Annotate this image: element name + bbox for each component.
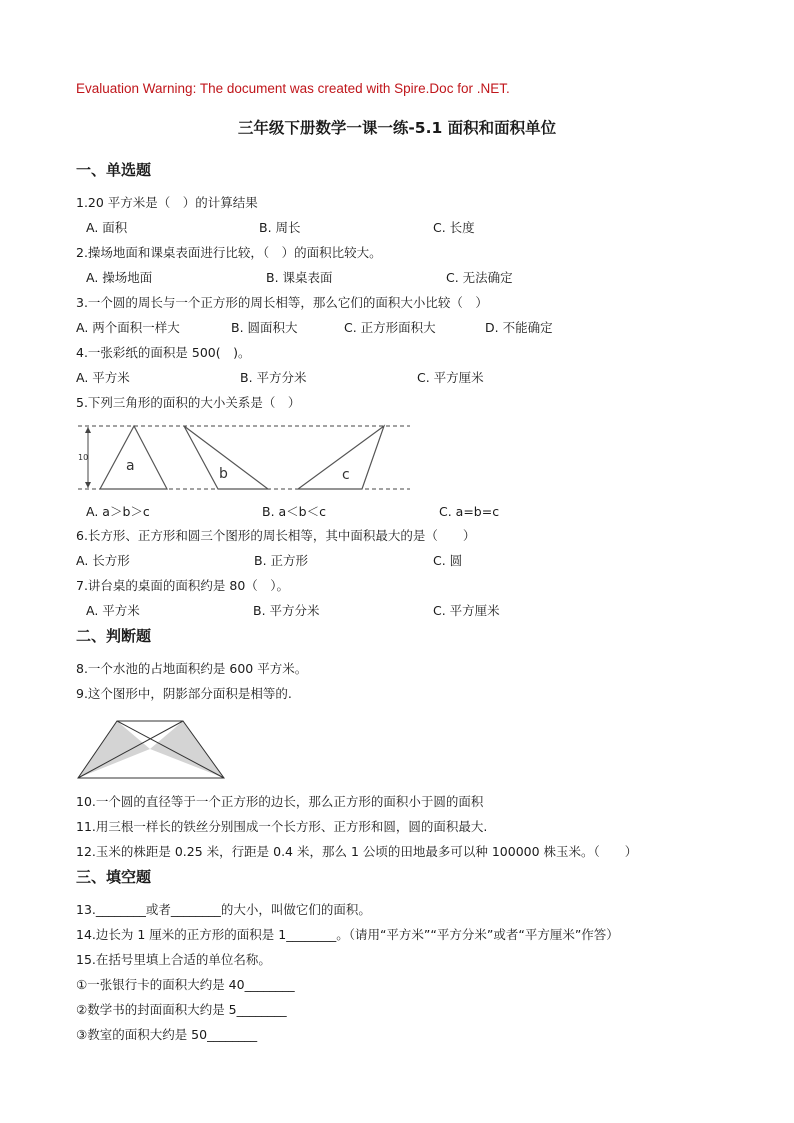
shaded-triangle-left — [78, 721, 150, 778]
q2-option-b[interactable]: B. 课桌表面 — [266, 270, 333, 285]
section-heading-fill-in: 三、填空题 — [76, 868, 152, 886]
question-5: 5.下列三角形的面积的大小关系是（ ） — [76, 395, 301, 410]
q1-option-a[interactable]: A. 面积 — [86, 220, 128, 235]
section-heading-true-false: 二、判断题 — [76, 627, 152, 645]
question-4: 4.一张彩纸的面积是 500( )。 — [76, 345, 251, 360]
q4-option-c[interactable]: C. 平方厘米 — [417, 370, 484, 385]
q4-option-a[interactable]: A. 平方米 — [76, 370, 130, 385]
q1-option-b[interactable]: B. 周长 — [259, 220, 301, 235]
q3-option-c[interactable]: C. 正方形面积大 — [344, 320, 436, 335]
triangles-figure — [76, 418, 412, 498]
q4-option-b[interactable]: B. 平方分米 — [240, 370, 307, 385]
q6-option-c[interactable]: C. 圆 — [433, 553, 463, 568]
trapezoid-figure — [76, 718, 228, 782]
q6-option-a[interactable]: A. 长方形 — [76, 553, 130, 568]
q7-option-a[interactable]: A. 平方米 — [86, 603, 140, 618]
q1-option-c[interactable]: C. 长度 — [433, 220, 475, 235]
height-arrow-up — [85, 427, 91, 433]
question-1: 1.20 平方米是（ ）的计算结果 — [76, 195, 258, 210]
q3-option-b[interactable]: B. 圆面积大 — [231, 320, 298, 335]
q6-option-b[interactable]: B. 正方形 — [254, 553, 309, 568]
triangle-c — [298, 426, 384, 489]
question-14: 14.边长为 1 厘米的正方形的面积是 1________。（请用“平方米”“平方分米”或者“平方厘米”作答） — [76, 927, 619, 942]
question-11: 11.用三根一样长的铁丝分别围成一个长方形、正方形和圆，圆的面积最大. — [76, 819, 488, 834]
question-9: 9.这个图形中，阴影部分面积是相等的. — [76, 686, 292, 701]
question-3: 3.一个圆的周长与一个正方形的周长相等，那么它们的面积大小比较（ ） — [76, 295, 488, 310]
question-10: 10.一个圆的直径等于一个正方形的边长，那么正方形的面积小于圆的面积 — [76, 794, 484, 809]
q3-option-d[interactable]: D. 不能确定 — [485, 320, 553, 335]
question-15: 15.在括号里填上合适的单位名称。 — [76, 952, 271, 967]
question-15-item-3: ③教室的面积大约是 50________ — [76, 1027, 258, 1042]
section-heading-single-choice: 一、单选题 — [76, 161, 152, 179]
question-13: 13.________或者________的大小，叫做它们的面积。 — [76, 902, 371, 917]
evaluation-warning: Evaluation Warning: The document was created with Spire.Doc for .NET. — [76, 81, 510, 96]
question-6: 6.长方形、正方形和圆三个图形的周长相等，其中面积最大的是（ ） — [76, 528, 476, 543]
question-2: 2.操场地面和课桌表面进行比较，（ ）的面积比较大。 — [76, 245, 382, 260]
triangle-c-label: c — [342, 467, 350, 483]
question-8: 8.一个水池的占地面积约是 600 平方米。 — [76, 661, 308, 676]
shaded-triangle-right — [150, 721, 224, 778]
question-15-item-2: ②数学书的封面面积大约是 5________ — [76, 1002, 287, 1017]
q2-option-c[interactable]: C. 无法确定 — [446, 270, 513, 285]
q7-option-b[interactable]: B. 平方分米 — [253, 603, 320, 618]
q5-option-b[interactable]: B. a＜b＜c — [262, 504, 326, 519]
question-7: 7.讲台桌的桌面的面积约是 80（ ）。 — [76, 578, 290, 593]
question-15-item-1: ①一张银行卡的面积大约是 40________ — [76, 977, 295, 992]
q5-option-c[interactable]: C. a=b=c — [439, 504, 500, 519]
q3-option-a[interactable]: A. 两个面积一样大 — [76, 320, 180, 335]
height-arrow-down — [85, 482, 91, 488]
q2-option-a[interactable]: A. 操场地面 — [86, 270, 153, 285]
triangle-a-label: a — [126, 458, 135, 474]
triangle-b-label: b — [219, 466, 228, 482]
page-title: 三年级下册数学一课一练-5.1 面积和面积单位 — [237, 119, 557, 137]
q7-option-c[interactable]: C. 平方厘米 — [433, 603, 500, 618]
question-12: 12.玉米的株距是 0.25 米，行距是 0.4 米，那么 1 公顷的田地最多可以种 100000 株玉米。（ ） — [76, 844, 638, 859]
q5-option-a[interactable]: A. a＞b＞c — [86, 504, 150, 519]
height-label: 10 — [78, 453, 89, 462]
